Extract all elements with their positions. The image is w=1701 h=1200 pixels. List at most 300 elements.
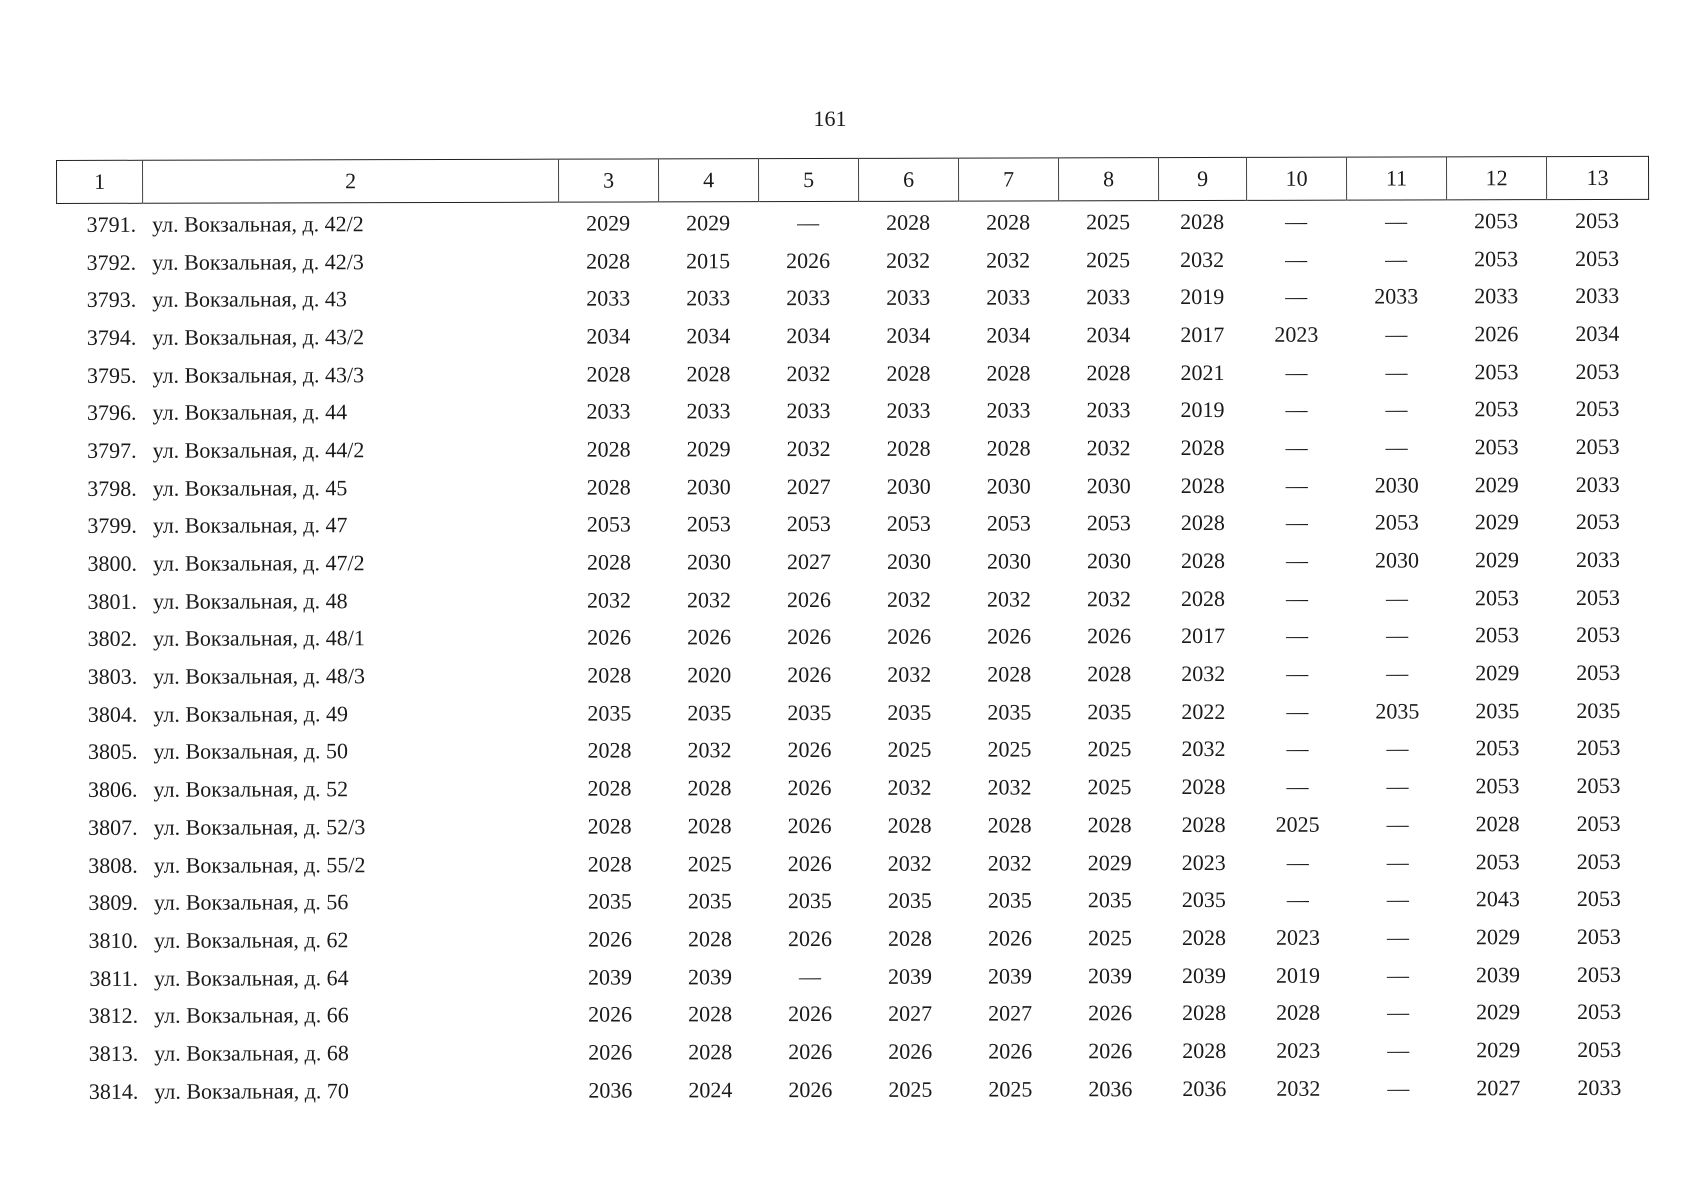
year-cell: — [1385,208,1408,234]
year-cell: 2032 [1180,246,1225,272]
table-row [58,956,1650,998]
year-cell: 2030 [686,549,731,575]
header-cell-col-13: 13 [1546,156,1648,199]
header-cell-col-6: 6 [858,158,958,201]
year-cell: 2028 [687,926,732,952]
header-cell-col-8: 8 [1058,158,1158,201]
table-row [58,880,1650,922]
year-cell: 2029 [1474,547,1519,573]
year-cell: 2017 [1180,321,1225,347]
year-cell: 2030 [886,473,931,499]
year-cell: — [1386,924,1409,950]
year-cell: 2028 [586,474,631,500]
year-cell: 2028 [587,775,632,801]
year-cell: 2026 [887,624,932,650]
year-cell: 2019 [1180,397,1225,423]
year-cell: 2026 [787,624,832,650]
year-cell: 2021 [1180,359,1225,385]
year-cell: — [1386,962,1410,988]
year-cell: 2028 [687,813,732,839]
year-cell: 2032 [987,774,1032,800]
year-cell: 2034 [1575,320,1620,346]
year-cell: 2017 [1181,623,1226,649]
year-cell: 2053 [1575,509,1620,535]
year-cell: 2028 [1087,812,1132,838]
year-cell: 2053 [1576,961,1622,987]
year-cell: 2026 [587,624,632,651]
year-cell: 2032 [687,737,732,763]
year-cell: 2029 [1087,849,1132,875]
year-cell: 2022 [1181,698,1226,724]
year-cell: — [1386,773,1409,799]
address-cell: ул. Вокзальная, д. 43/3 [152,361,365,388]
year-cell: 2034 [986,322,1031,348]
year-cell: — [1285,472,1308,498]
year-cell: 2033 [586,285,631,311]
year-cell: — [1386,848,1409,875]
year-cell: — [1385,434,1408,460]
year-cell: 2053 [1474,584,1520,611]
year-cell: 2023 [1181,849,1226,875]
year-cell: 2028 [1180,585,1226,611]
year-cell: 2032 [1086,435,1131,461]
year-cell: 2028 [1181,774,1226,800]
year-cell: — [1285,510,1308,536]
year-cell: 2053 [1576,810,1621,836]
year-cell: 2028 [1182,1037,1227,1064]
row-number: 3799. [87,513,137,539]
year-cell: 2019 [1180,284,1225,310]
year-cell: 2034 [686,323,731,349]
year-cell: 2025 [888,1076,933,1102]
header-cell-col-9: 9 [1158,157,1246,200]
year-cell: 2026 [787,775,832,801]
table-row [56,277,1648,319]
year-cell: — [1386,622,1409,648]
year-cell: 2026 [987,925,1032,951]
year-cell: 2025 [1086,246,1131,272]
year-cell: 2053 [1475,773,1520,799]
year-cell: 2035 [787,888,832,914]
year-cell: 2033 [1577,1074,1622,1100]
table-row [56,390,1648,432]
year-cell: — [1286,849,1309,875]
year-cell: 2032 [987,849,1032,876]
year-cell: — [1286,660,1309,686]
header-cell-col-4: 4 [658,159,758,202]
address-cell: ул. Вокзальная, д. 44/2 [152,437,365,463]
address-cell: ул. Вокзальная, д. 49 [153,701,348,727]
header-cell-col-5: 5 [758,158,858,201]
address-cell: ул. Вокзальная, д. 62 [153,927,349,953]
year-cell: 2015 [686,247,731,273]
row-number: 3806. [87,776,138,803]
row-number: 3812. [88,1003,139,1029]
year-cell: 2028 [586,248,631,274]
year-cell: 2026 [687,624,732,650]
year-cell: 2033 [986,284,1031,310]
address-cell: ул. Вокзальная, д. 44 [152,399,348,426]
year-cell: 2028 [1180,547,1225,574]
year-cell: 2029 [1474,471,1519,497]
year-cell: 2053 [1575,433,1620,459]
address-cell: ул. Вокзальная, д. 45 [152,474,348,501]
year-cell: 2029 [586,210,631,236]
year-cell: 2053 [1577,1036,1622,1062]
address-cell: ул. Вокзальная, д. 66 [154,1002,349,1029]
row-number: 3811. [89,965,139,991]
year-cell: 2053 [1475,848,1520,874]
table-row [58,993,1650,1035]
address-cell: ул. Вокзальная, д. 48/3 [153,663,365,689]
year-cell: 2029 [1475,660,1520,686]
year-cell: — [1387,999,1410,1025]
year-cell: — [1286,773,1309,799]
year-cell: 2025 [988,1076,1033,1102]
row-number: 3795. [86,362,137,388]
year-cell: 2028 [587,813,632,839]
year-cell: 2028 [586,549,631,575]
year-cell: 2026 [988,1038,1033,1064]
year-cell: 2026 [588,1039,633,1065]
year-cell: 2026 [1088,1038,1133,1064]
year-cell: 2029 [1476,999,1521,1025]
year-cell: 2028 [1276,999,1321,1026]
year-cell: 2026 [787,662,832,688]
year-cell: 2028 [887,812,932,838]
year-cell: 2029 [1476,1037,1521,1063]
table-header [56,156,1648,204]
year-cell: 2028 [586,361,631,387]
year-cell: 2028 [986,360,1031,386]
year-cell: 2027 [1476,1074,1521,1100]
year-cell: 2033 [886,397,931,424]
year-cell: 2035 [587,888,632,914]
year-cell: 2032 [986,586,1032,612]
year-cell: 2032 [1086,585,1132,612]
year-cell: 2035 [687,700,732,726]
year-cell: 2025 [1086,209,1131,235]
year-cell: 2026 [786,586,832,612]
year-cell: 2053 [1475,622,1520,648]
year-cell: 2033 [1575,283,1620,309]
year-cell: 2032 [886,247,931,273]
year-cell: 2053 [586,511,631,537]
year-cell: 2028 [1181,924,1226,950]
year-cell: 2028 [886,209,931,235]
year-cell: 2034 [1086,322,1131,348]
year-cell: 2026 [1088,1000,1133,1026]
year-cell: 2053 [1575,396,1620,422]
table-row [57,654,1649,696]
row-number: 3802. [87,626,138,652]
table-row [56,353,1648,395]
year-cell: 2028 [887,925,932,951]
address-cell: ул. Вокзальная, д. 48/1 [153,625,365,652]
year-cell: 2023 [1275,924,1320,950]
year-cell: — [1286,736,1309,762]
row-number: 3813. [88,1040,139,1066]
year-cell: 2025 [887,737,932,763]
year-cell: 2039 [687,963,733,989]
year-cell: 2035 [1475,697,1520,724]
table-row [57,616,1649,658]
year-cell: 2032 [887,850,932,876]
year-cell: 2028 [1086,359,1131,385]
year-cell: 2028 [886,360,931,386]
year-cell: 2035 [987,887,1032,913]
row-number: 3807. [88,814,138,840]
table-row [57,729,1649,771]
year-cell: 2035 [587,700,632,726]
year-cell: 2053 [1576,886,1621,912]
address-cell: ул. Вокзальная, д. 55/2 [153,851,366,878]
year-cell: 2029 [1474,509,1519,535]
year-cell: 2053 [1474,358,1519,384]
year-cell: 2036 [588,1077,633,1103]
table-row [56,240,1648,282]
year-cell: 2026 [788,1038,833,1065]
year-cell: 2053 [1576,735,1621,761]
address-cell: ул. Вокзальная, д. 64 [153,964,349,991]
table-row [57,692,1649,734]
year-cell: 2025 [1087,774,1132,800]
year-cell: 2033 [686,285,731,311]
header-cell-col-7: 7 [958,158,1058,201]
address-cell: ул. Вокзальная, д. 43 [152,286,347,312]
year-cell: 2033 [586,398,631,424]
year-cell: 2033 [986,397,1031,423]
year-cell: 2039 [587,964,633,990]
row-number: 3794. [86,324,137,350]
year-cell: 2032 [1181,736,1226,762]
year-cell: — [1385,585,1409,611]
year-cell: 2053 [1086,510,1131,536]
year-cell: 2053 [1474,208,1519,234]
year-cell: 2026 [587,926,632,952]
year-cell: — [1285,359,1308,385]
header-cell-col-10: 10 [1246,157,1346,200]
year-cell: 2025 [1087,736,1132,762]
year-cell: 2028 [587,662,632,688]
row-number: 3810. [88,927,138,953]
header-cell-col-2: 2 [143,159,559,203]
year-cell: 2033 [786,285,831,311]
year-cell: 2028 [1182,1000,1227,1026]
year-cell: 2053 [786,511,831,537]
year-cell: 2032 [786,435,831,462]
table-row [58,805,1650,847]
year-cell: 2030 [1086,472,1131,498]
header-cell-col-1: 1 [94,168,106,194]
year-cell: 2043 [1475,886,1520,912]
year-cell: — [1386,811,1409,837]
year-cell: 2030 [1086,548,1131,574]
table-row [57,767,1649,809]
year-cell: 2053 [686,511,731,537]
year-cell: 2028 [1180,510,1225,536]
year-cell: 2026 [888,1038,933,1064]
year-cell: 2026 [787,737,832,763]
year-cell: 2030 [1374,472,1419,498]
year-cell: 2032 [686,586,732,613]
year-cell: 2028 [987,812,1032,838]
address-cell: ул. Вокзальная, д. 52/3 [153,814,366,840]
year-cell: — [1285,547,1308,573]
row-number: 3798. [87,475,137,501]
year-cell: 2053 [1374,509,1419,535]
year-cell: — [1385,321,1408,347]
year-cell: 2033 [786,398,831,424]
year-cell: 2053 [1575,358,1620,384]
row-number: 3803. [87,663,138,690]
year-cell: 2039 [887,963,933,989]
row-number: 3792. [86,249,137,275]
year-cell: 2028 [986,435,1031,461]
year-cell: 2053 [1474,245,1519,271]
row-number: 3809. [88,890,138,916]
year-cell: 2039 [1087,962,1133,988]
table-row [57,466,1649,508]
address-cell: ул. Вокзальная, д. 48 [153,587,348,614]
year-cell: 2053 [1576,660,1621,686]
year-cell: 2035 [687,888,732,914]
year-cell: 2032 [887,774,932,800]
address-cell: ул. Вокзальная, д. 42/2 [152,211,364,237]
year-cell: 2028 [688,1039,733,1065]
row-number: 3804. [87,701,138,727]
year-cell: 2030 [686,473,731,500]
year-cell: 2028 [1475,811,1520,837]
year-cell: 2027 [786,549,831,575]
year-cell: 2036 [1088,1075,1133,1101]
year-cell: 2034 [586,323,631,349]
year-cell: — [1285,434,1308,460]
address-cell: ул. Вокзальная, д. 43/2 [152,324,365,350]
year-cell: 2030 [986,548,1031,574]
address-cell: ул. Вокзальная, д. 56 [153,889,349,915]
year-cell: — [1286,623,1309,649]
year-cell: 2026 [787,850,832,876]
year-cell: 2026 [788,1001,833,1027]
table-row [58,918,1650,960]
year-cell: 2019 [1275,962,1321,988]
year-cell: 2029 [686,210,731,236]
year-cell: 2053 [1475,735,1520,761]
year-cell: 2053 [1474,434,1519,460]
year-cell: 2026 [787,925,832,951]
year-cell: — [1386,886,1409,912]
year-cell: 2035 [787,699,832,725]
year-cell: 2053 [1575,207,1620,233]
year-cell: 2028 [1180,434,1225,461]
year-cell: 2033 [1575,546,1620,573]
year-cell: 2028 [1180,472,1225,498]
year-cell: 2026 [787,812,832,838]
year-cell: 2035 [1375,698,1420,724]
year-cell: 2028 [1180,208,1225,234]
year-cell: 2025 [1087,925,1132,951]
year-cell: — [1385,245,1408,272]
year-cell: 2032 [786,360,831,386]
data-table [56,202,1650,1111]
year-cell: 2026 [588,1001,633,1027]
table-row [58,1069,1650,1111]
year-cell: 2033 [1575,471,1620,497]
year-cell: 2053 [1474,396,1519,422]
year-cell: 2053 [1577,999,1622,1025]
table-row [56,202,1648,244]
year-cell: 2033 [886,284,931,311]
year-cell: 2035 [1087,698,1132,725]
year-cell: 2026 [1087,623,1132,649]
year-cell: 2028 [586,436,631,462]
year-cell: 2028 [687,775,732,801]
row-number: 3797. [87,437,137,463]
year-cell: 2024 [688,1076,733,1103]
year-cell: 2035 [887,887,932,914]
year-cell: 2028 [688,1001,733,1027]
year-cell: 2053 [1576,923,1621,949]
year-cell: 2033 [686,398,731,424]
year-cell: 2039 [1181,962,1227,988]
address-cell: ул. Вокзальная, д. 47 [152,512,348,539]
year-cell: 2028 [886,435,931,461]
year-cell: 2028 [587,737,632,764]
year-cell: 2039 [1475,961,1521,987]
row-number: 3796. [87,400,137,426]
year-cell: 2033 [1374,283,1419,309]
year-cell: — [1285,397,1308,423]
year-cell: — [1285,283,1308,310]
year-cell: 2032 [1276,1075,1321,1101]
year-cell: 2033 [1474,283,1519,309]
year-cell: 2033 [1086,397,1131,423]
row-number: 3808. [88,852,138,878]
year-cell: 2032 [587,587,632,613]
row-number: 3791. [86,211,137,237]
year-cell: 2035 [987,699,1032,725]
year-cell: — [797,209,820,235]
table-row [57,428,1649,470]
year-cell: 2053 [1576,848,1621,874]
address-cell: ул. Вокзальная, д. 68 [154,1040,349,1066]
table-body [56,202,1650,1111]
year-cell: — [1385,396,1408,422]
year-cell: — [1387,1037,1410,1063]
year-cell: 2026 [1474,321,1519,347]
year-cell: 2026 [788,1076,833,1102]
year-cell: 2027 [888,1000,933,1027]
table-row [57,503,1649,545]
year-cell: 2028 [987,661,1032,687]
year-cell: 2030 [1374,547,1419,573]
table-row [58,1031,1650,1073]
year-cell: 2030 [886,548,931,574]
year-cell: — [1285,246,1308,272]
header-cell-col-12: 12 [1446,157,1546,200]
year-cell: 2032 [887,661,932,687]
table-row [57,541,1649,583]
table-row [58,843,1650,885]
year-cell: — [1387,1075,1410,1101]
table-row [56,315,1648,357]
year-cell: 2036 [1182,1075,1227,1101]
year-cell: 2035 [887,699,932,725]
year-cell: 2053 [1576,622,1621,648]
year-cell: 2034 [886,322,931,348]
year-cell: 2028 [1181,811,1226,837]
